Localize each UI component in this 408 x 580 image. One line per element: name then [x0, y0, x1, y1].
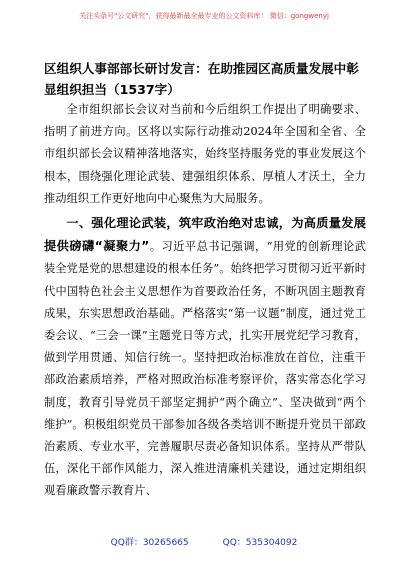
section-body-text: 。习近平总书记强调，“用党的创新理论武装全党是党的思想建设的根本任务”。始终把学习贯彻习近平新时代中国特色社会主义思想作为首要政治任务，不断巩固主题教育成果，东实思想政治基础。严格落实“第一议题”制度，通过党工委会议、“三会一课”主题党日等方式，扎实开展党纪学习教育，做到学用贯通、知信行统一。坚持把政治标准放在首位，注重干部政治素质培养，严格对照政治标准考察评价，落实常态化学习制度，教育引导党员干部坚定拥护“两个确立”、坚决做到“两个维护”。积极组织党员干部参加各级各类培训不断提升党员干部政治素质、专业水平，完善履职尽责必备知识体系。坚持从严带队伍，深化干部作风能力，深入推进清廉机关建设，通过定期组织观看廉政警示教育片、 — [44, 240, 367, 498]
contact-footer — [0, 537, 408, 549]
section-heading: 一、强化理论武装，筑牢政治绝对忠诚，为高质量发展提供磅礴“凝聚力” — [44, 216, 366, 254]
qq-group-number: QQ群：30265665 — [110, 538, 189, 548]
document-title: 区组织人事部部长研讨发言：在助推园区高质量发展中彰显组织担当（1537字） — [44, 61, 359, 97]
promo-banner: 关注头条号"公文研究"，获得最新最全最专业的公文资料库！ 微信：gongwenyj — [79, 12, 329, 20]
document-body — [44, 99, 366, 503]
paragraph-section-one — [44, 212, 366, 503]
qq-number: QQ：535304092 — [222, 538, 298, 548]
paragraph-intro: 全市组织部长会议对当前和今后组织工作提出了明确要求、指明了前进方向。区将以实际行动推动2024年全国和全省、全市组织部长会议精神落地落实，始终坚持服务党的事业发展这个根本，围绕强化理论武装、建强组织体系、厚植人才沃土，全力推动组织工作更好地向中心聚焦为大局服务。 — [44, 103, 366, 205]
